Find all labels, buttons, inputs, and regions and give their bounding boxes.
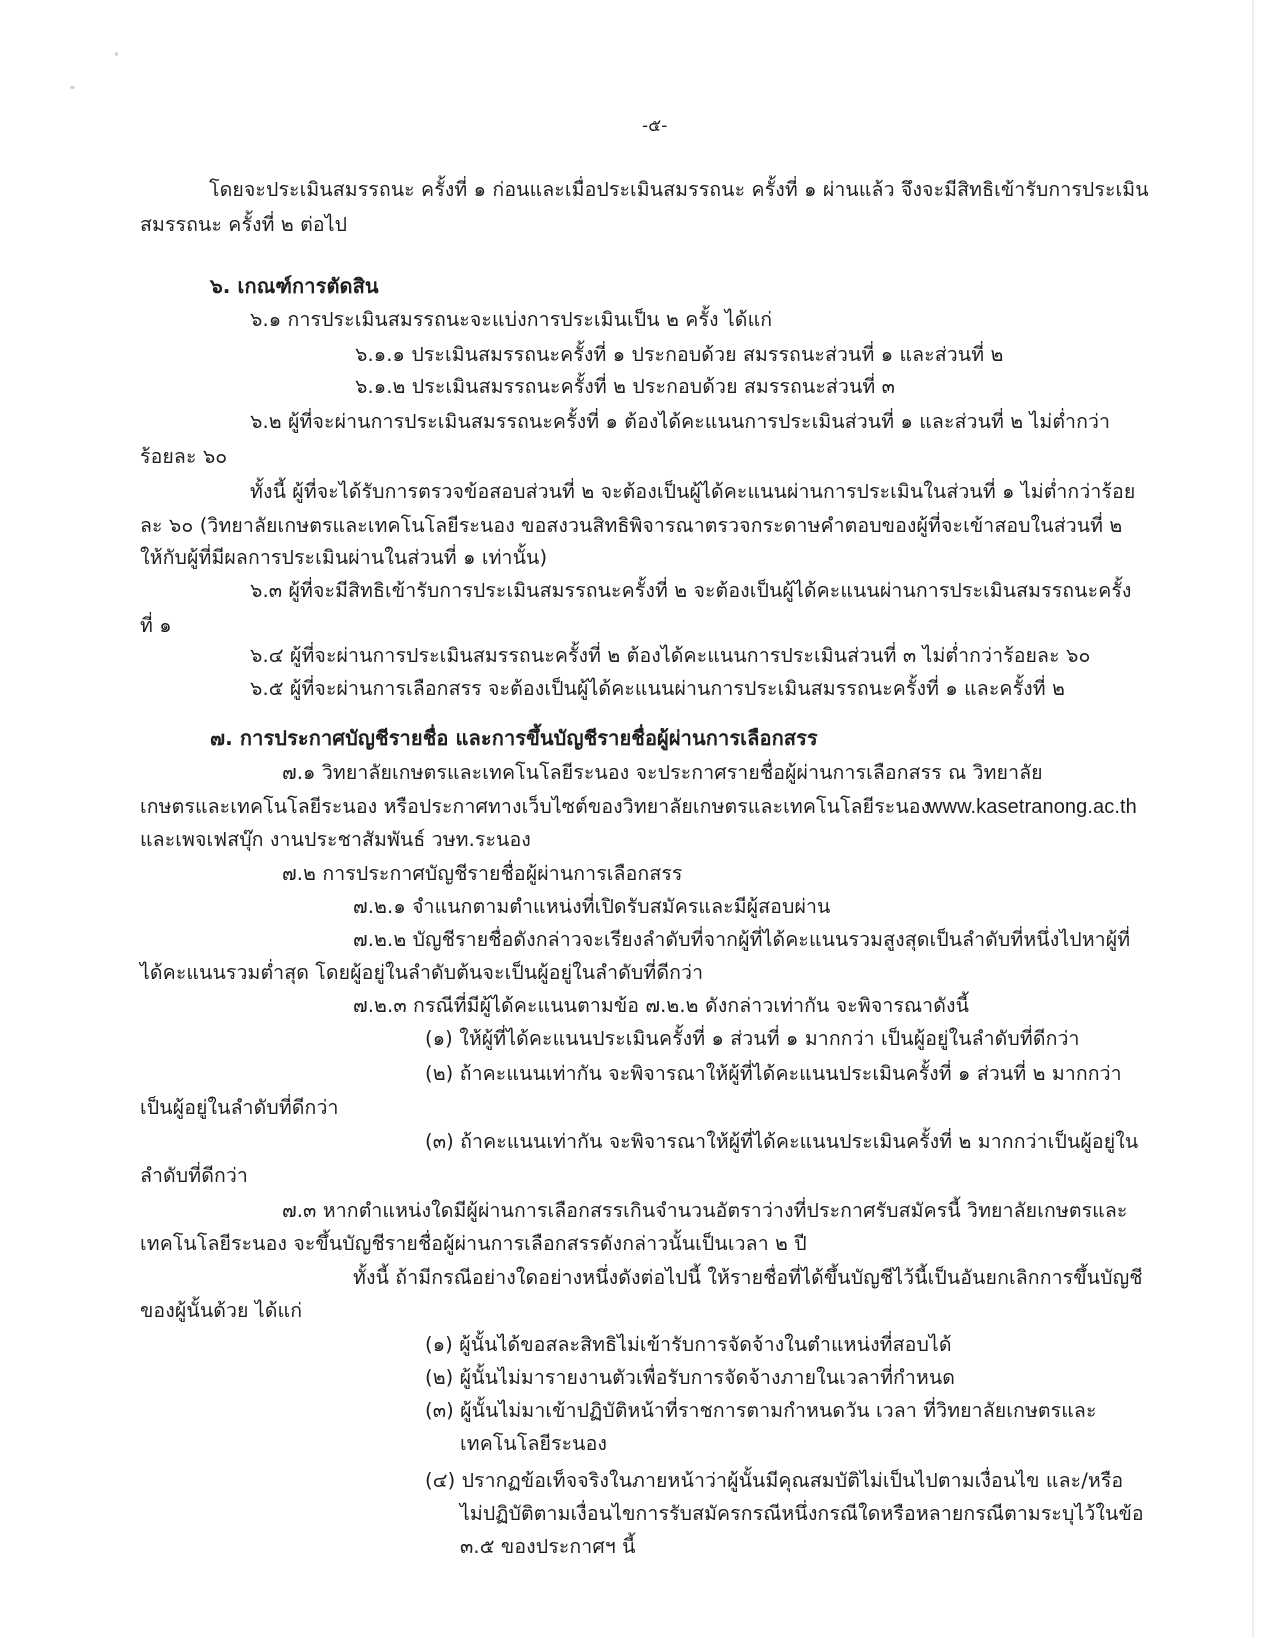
section-6-note-line-1: ทั้งนี้ ผู้ที่จะได้รับการตรวจข้อสอบส่วนที่ ๒ จะต้องเป็นผู้ได้คะแนนผ่านการประเมินในส่วนที่ ๑ ไม่ต่ำกว่าร้อย	[250, 480, 1136, 503]
tie-rule-3-line-1: (๓) ถ้าคะแนนเท่ากัน จะพิจารณาให้ผู้ที่ได้คะแนนประเมินครั้งที่ ๒ มากกว่าเป็นผู้อยู่ใน	[425, 1130, 1139, 1153]
section-6-heading: ๖. เกณฑ์การตัดสิน	[210, 274, 379, 298]
section-7-1-line-1: ๗.๑ วิทยาลัยเกษตรและเทคโนโลยีระนอง จะประกาศรายชื่อผู้ผ่านการเลือกสรร ณ วิทยาลัย	[282, 761, 1043, 784]
section-7-2-2-line-1: ๗.๒.๒ บัญชีรายชื่อดังกล่าวจะเรียงลำดับที่จากผู้ที่ได้คะแนนรวมสูงสุดเป็นลำดับที่หนึ่งไปหาผู้ที่	[353, 928, 1131, 951]
section-6-1-2: ๖.๑.๒ ประเมินสมรรถนะครั้งที่ ๒ ประกอบด้วย สมรรถนะส่วนที่ ๓	[355, 375, 896, 398]
cancel-item-4-line-2: ไม่ปฏิบัติตามเงื่อนไขการรับสมัครกรณีหนึ่งกรณีใดหรือหลายกรณีตามระบุไว้ในข้อ	[460, 1502, 1144, 1525]
section-6-3-line-1: ๖.๓ ผู้ที่จะมีสิทธิเข้ารับการประเมินสมรรถนะครั้งที่ ๒ จะต้องเป็นผู้ได้คะแนนผ่านการประเมินสมรรถนะครั้ง	[250, 579, 1132, 602]
cancel-item-2: (๒) ผู้นั้นไม่มารายงานตัวเพื่อรับการจัดจ้างภายในเวลาที่กำหนด	[425, 1366, 956, 1389]
section-7-2-2-line-2: ได้คะแนนรวมต่ำสุด โดยผู้อยู่ในลำดับต้นจะเป็นผู้อยู่ในลำดับที่ดีกว่า	[140, 961, 704, 984]
website-link[interactable]: www.kasetranong.ac.th	[928, 796, 1137, 818]
section-7-heading: ๗. การประกาศบัญชีรายชื่อ และการขึ้นบัญชีรายชื่อผู้ผ่านการเลือกสรร	[210, 726, 818, 750]
scan-speck	[70, 86, 75, 89]
cancel-item-3-line-1: (๓) ผู้นั้นไม่มาเข้าปฏิบัติหน้าที่ราชการตามกำหนดวัน เวลา ที่วิทยาลัยเกษตรและ	[425, 1399, 1097, 1422]
cancel-item-1: (๑) ผู้นั้นได้ขอสละสิทธิไม่เข้ารับการจัดจ้างในตำแหน่งที่สอบได้	[425, 1333, 952, 1356]
section-6-1: ๖.๑ การประเมินสมรรถนะจะแบ่งการประเมินเป็น ๒ ครั้ง ได้แก่	[250, 308, 773, 331]
cancel-item-4-line-1: (๔) ปรากฏข้อเท็จจริงในภายหน้าว่าผู้นั้นมีคุณสมบัติไม่เป็นไปตามเงื่อนไข และ/หรือ	[425, 1469, 1124, 1492]
section-6-2-line-1: ๖.๒ ผู้ที่จะผ่านการประเมินสมรรถนะครั้งที่ ๑ ต้องได้คะแนนการประเมินส่วนที่ ๑ และส่วนที่ ๒ ไม่ต่ำกว่า	[250, 410, 1111, 433]
tie-rule-3-line-2: ลำดับที่ดีกว่า	[140, 1164, 248, 1187]
cancel-item-3-line-2: เทคโนโลยีระนอง	[460, 1432, 608, 1455]
cancel-item-4-line-3: ๓.๕ ของประกาศฯ นี้	[460, 1535, 636, 1558]
section-6-5: ๖.๕ ผู้ที่จะผ่านการเลือกสรร จะต้องเป็นผู้ได้คะแนนผ่านการประเมินสมรรถนะครั้งที่ ๑ และครั้งที่ ๒	[250, 677, 1065, 700]
section-7-3-line-1: ๗.๓ หากตำแหน่งใดมีผู้ผ่านการเลือกสรรเกินจำนวนอัตราว่างที่ประกาศรับสมัครนี้ วิทยาลัยเกษตรและ	[282, 1199, 1128, 1222]
cancel-condition-line-1: ทั้งนี้ ถ้ามีกรณีอย่างใดอย่างหนึ่งดังต่อไปนี้ ให้รายชื่อที่ได้ขึ้นบัญชีไว้นี้เป็นอันยกเลิกการขึ้นบัญชี	[353, 1266, 1143, 1289]
intro-line-1: โดยจะประเมินสมรรถนะ ครั้งที่ ๑ ก่อนและเมื่อประเมินสมรรถนะ ครั้งที่ ๑ ผ่านแล้ว จึงจะมีสิทธิเข้ารับการประเมิน	[209, 178, 1149, 201]
section-7-3-line-2: เทคโนโลยีระนอง จะขึ้นบัญชีรายชื่อผู้ผ่านการเลือกสรรดังกล่าวนั้นเป็นเวลา ๒ ปี	[140, 1232, 807, 1255]
scan-speck	[115, 52, 118, 56]
section-7-2: ๗.๒ การประกาศบัญชีรายชื่อผู้ผ่านการเลือกสรร	[282, 862, 683, 885]
section-6-note-line-3: ให้กับผู้ที่มีผลการประเมินผ่านในส่วนที่ ๑ เท่านั้น)	[140, 546, 548, 569]
section-6-4: ๖.๔ ผู้ที่จะผ่านการประเมินสมรรถนะครั้งที่ ๒ ต้องได้คะแนนการประเมินส่วนที่ ๓ ไม่ต่ำกว่าร้อยละ ๖๐	[250, 644, 1091, 667]
scan-edge-line	[1252, 0, 1254, 1638]
intro-line-2: สมรรถนะ ครั้งที่ ๒ ต่อไป	[140, 213, 348, 236]
section-7-2-1: ๗.๒.๑ จำแนกตามตำแหน่งที่เปิดรับสมัครและมีผู้สอบผ่าน	[353, 895, 831, 918]
section-6-3-line-2: ที่ ๑	[140, 614, 172, 637]
section-6-1-1: ๖.๑.๑ ประเมินสมรรถนะครั้งที่ ๑ ประกอบด้วย สมรรถนะส่วนที่ ๑ และส่วนที่ ๒	[355, 343, 1004, 366]
page-number: -๕-	[642, 116, 668, 136]
tie-rule-2-line-2: เป็นผู้อยู่ในลำดับที่ดีกว่า	[140, 1096, 339, 1119]
tie-rule-2-line-1: (๒) ถ้าคะแนนเท่ากัน จะพิจารณาให้ผู้ที่ได้คะแนนประเมินครั้งที่ ๑ ส่วนที่ ๒ มากกว่า	[425, 1062, 1122, 1085]
section-7-2-3: ๗.๒.๓ กรณีที่มีผู้ได้คะแนนตามข้อ ๗.๒.๒ ดังกล่าวเท่ากัน จะพิจารณาดังนี้	[353, 994, 970, 1017]
section-6-2-line-2: ร้อยละ ๖๐	[140, 445, 228, 468]
section-7-1-line-2: เกษตรและเทคโนโลยีระนอง หรือประกาศทางเว็บไซต์ของวิทยาลัยเกษตรและเทคโนโลยีระนอง	[140, 795, 931, 818]
cancel-condition-line-2: ของผู้นั้นด้วย ได้แก่	[140, 1299, 303, 1322]
section-7-1-line-3: และเพจเฟสบุ๊ก งานประชาสัมพันธ์ วษท.ระนอง	[140, 828, 531, 851]
section-6-note-line-2: ละ ๖๐ (วิทยาลัยเกษตรและเทคโนโลยีระนอง ขอสงวนสิทธิพิจารณาตรวจกระดาษคำตอบของผู้ที่จะเข้าสอบในส่วนที่ ๒	[140, 514, 1123, 537]
tie-rule-1: (๑) ให้ผู้ที่ได้คะแนนประเมินครั้งที่ ๑ ส่วนที่ ๑ มากกว่า เป็นผู้อยู่ในลำดับที่ดีกว่า	[425, 1027, 1080, 1050]
